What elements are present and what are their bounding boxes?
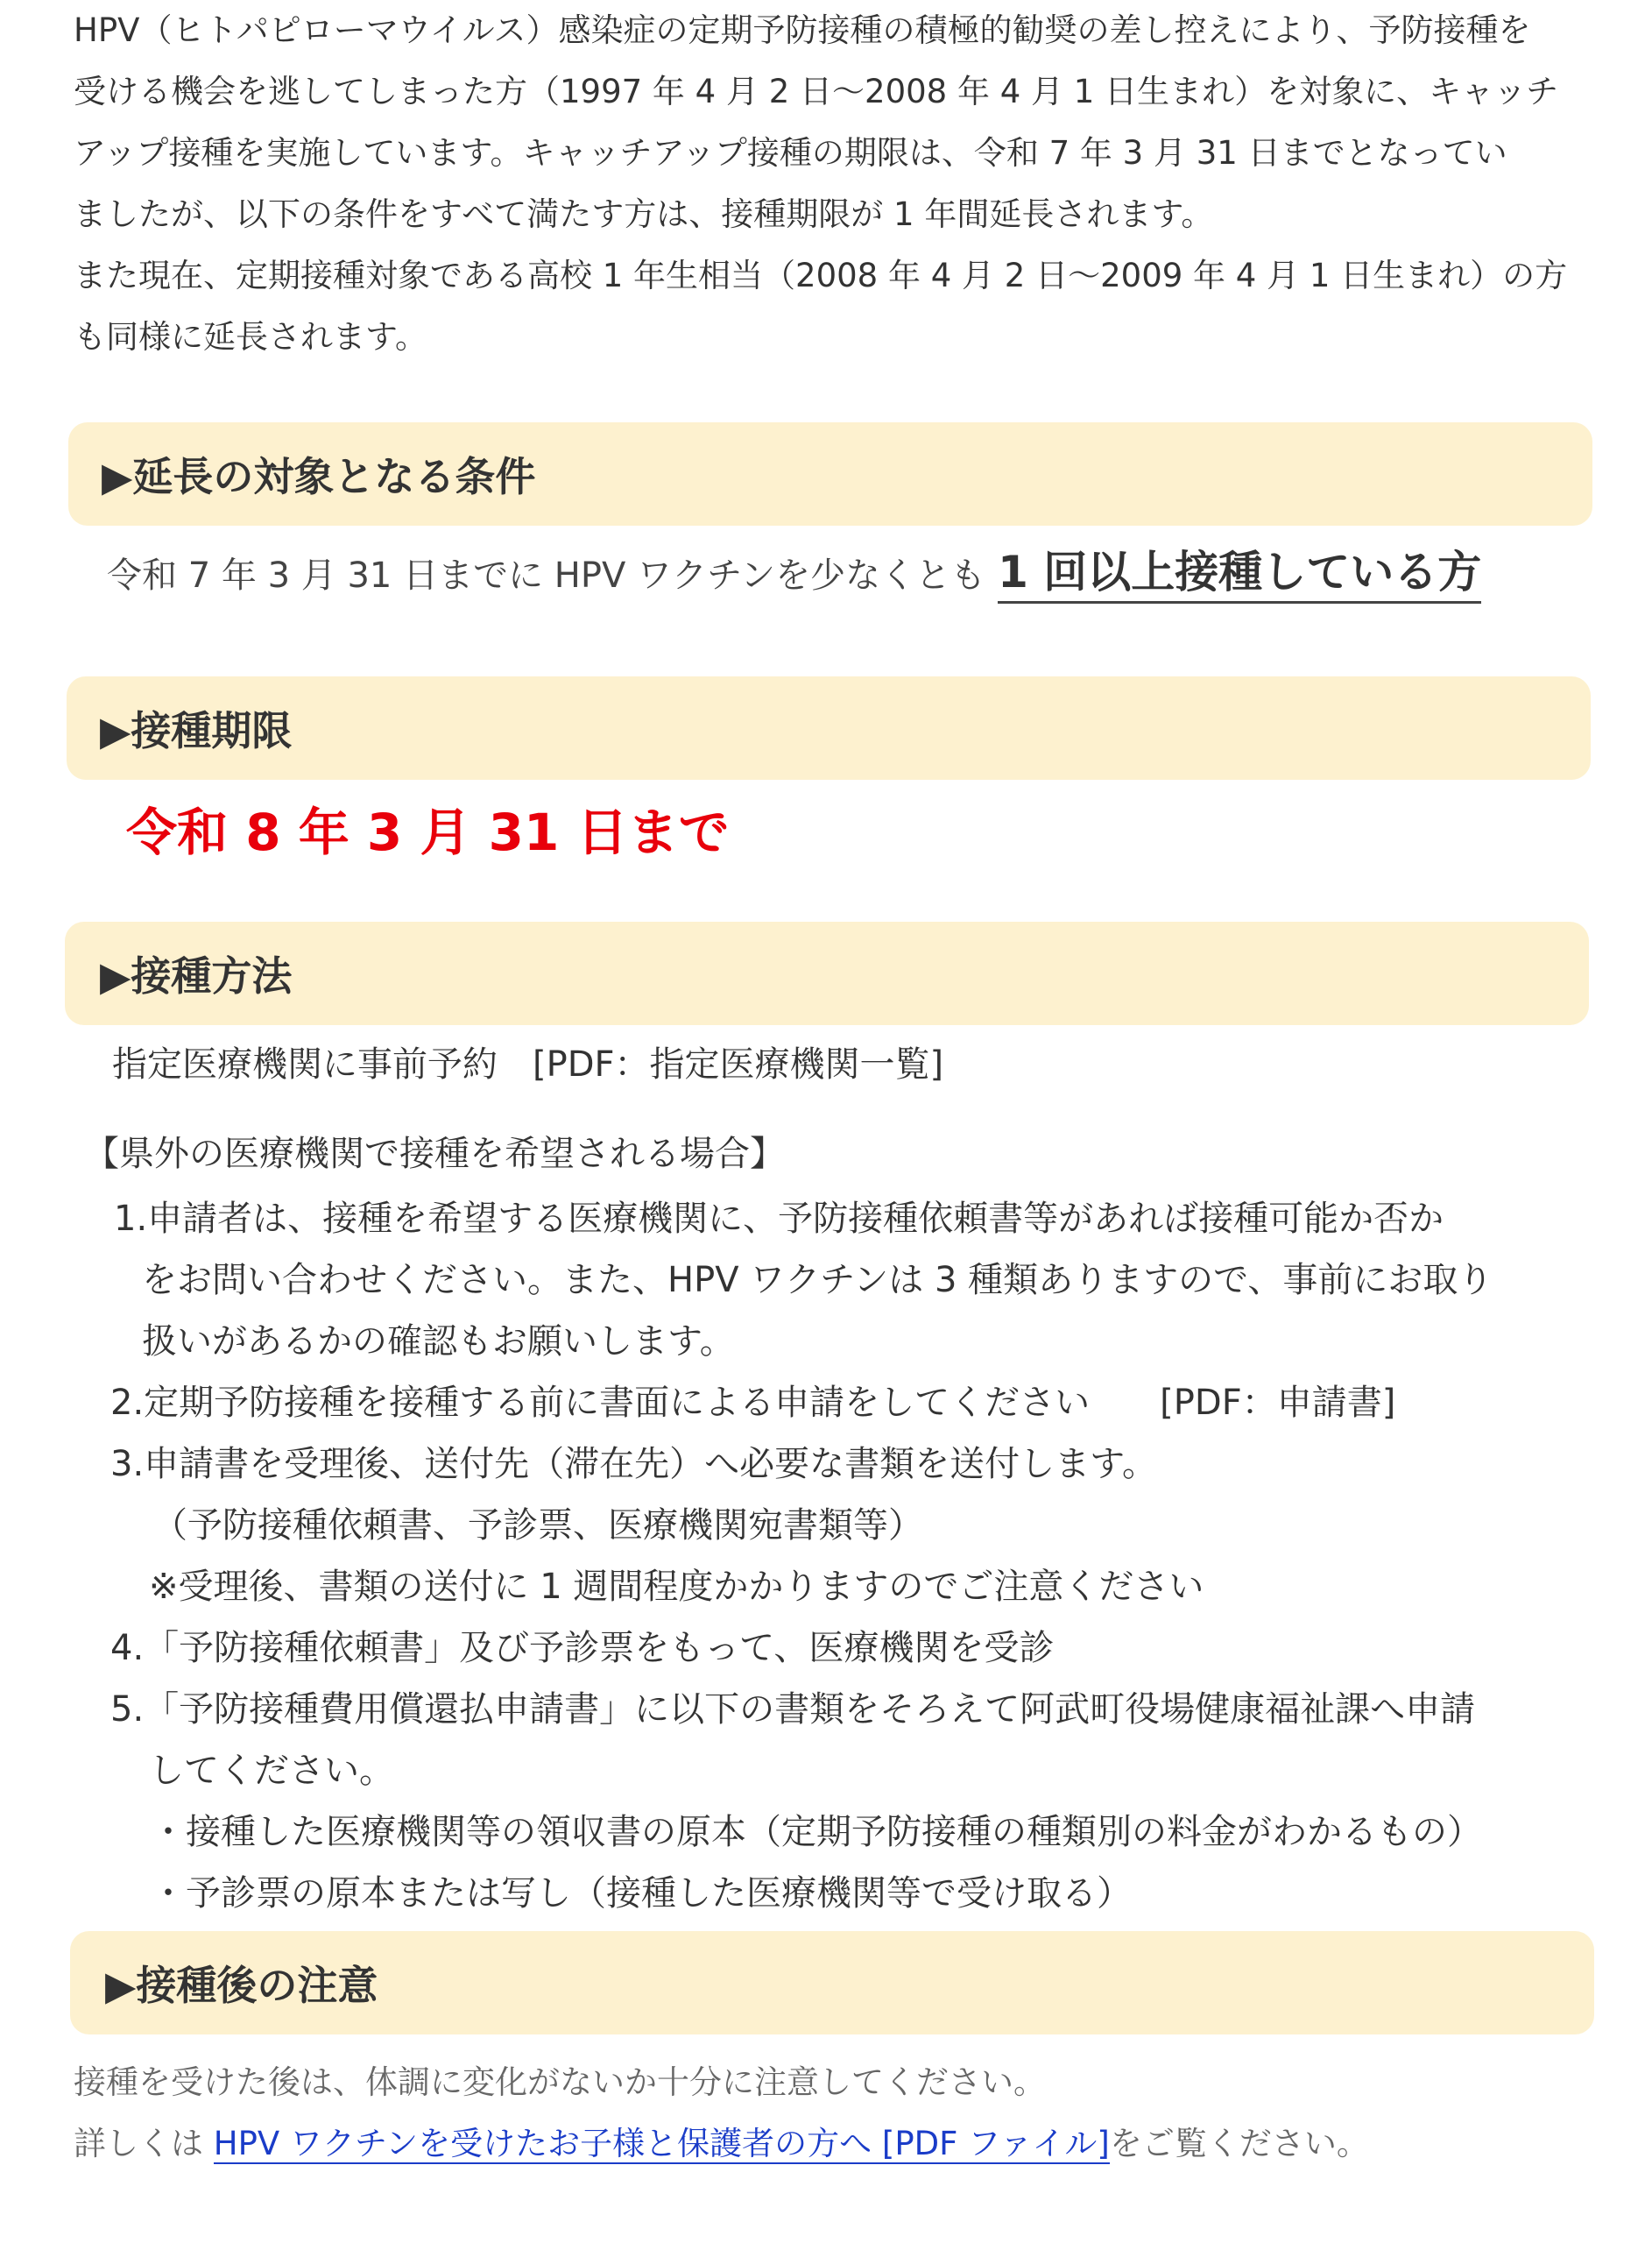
intro-line: HPV（ヒトパピローマウイルス）感染症の定期予防接種の積極的勧奨の差し控えにより、予防接種を xyxy=(74,11,1531,49)
section-heading-conditions xyxy=(68,422,1592,526)
conditions-text xyxy=(107,541,1481,606)
method-step-5b: してください。 xyxy=(149,1751,394,1791)
after-text-1: 接種を受けた後は、体調に変化がないか十分に注意してください。 xyxy=(74,2063,1046,2101)
intro-line: また現在、定期接種対象である高校 1 年生相当（2008 年 4 月 2 日〜2009 年 4 月 1 日生まれ）の方 xyxy=(74,257,1568,294)
intro-line: 受ける機会を逃してしまった方（1997 年 4 月 2 日〜2008 年 4 月 1 日生まれ）を対象に、キャッチ xyxy=(74,73,1559,110)
section-heading-label: ▶接種方法 xyxy=(100,952,293,1000)
method-step-1c: 扱いがあるかの確認もお願いします。 xyxy=(142,1321,735,1362)
after-text-2 xyxy=(74,2113,1369,2175)
section-heading-label: ▶接種後の注意 xyxy=(105,1962,378,2009)
method-step-5-bullet-1: ・接種した医療機関等の領収書の原本（定期予防接種の種類別の料金がわかるもの） xyxy=(151,1812,1482,1852)
method-step-3a: 3.申請書を受理後、送付先（滞在先）へ必要な書類を送付します。 xyxy=(110,1444,1157,1484)
deadline-value: 令和 8 年 3 月 31 日まで xyxy=(126,803,730,862)
method-step-5-bullet-2: ・予診票の原本または写し（接種した医療機関等で受け取る） xyxy=(151,1873,1132,1914)
intro-line: も同様に延長されます。 xyxy=(74,318,428,356)
after-text-prefix: 詳しくは xyxy=(74,2125,214,2162)
intro-line: ましたが、以下の条件をすべて満たす方は、接種期限が 1 年間延長されます。 xyxy=(74,195,1214,233)
section-heading-method xyxy=(65,922,1589,1025)
method-step-3c: ※受理後、書類の送付に 1 週間程度かかりますのでご注意ください xyxy=(149,1567,1204,1607)
method-step-3b: （予防接種依頼書、予診票、医療機関宛書類等） xyxy=(152,1505,923,1546)
intro-paragraph xyxy=(74,0,1580,368)
method-step-1a: 1.申請者は、接種を希望する医療機関に、予防接種依頼書等があれば接種可能か否か xyxy=(114,1199,1444,1239)
method-step-5a: 5.「予防接種費用償還払申請書」に以下の書類をそろえて阿武町役場健康福祉課へ申請 xyxy=(110,1689,1476,1730)
section-heading-label: ▶延長の対象となる条件 xyxy=(102,453,536,500)
section-heading-deadline xyxy=(67,676,1591,780)
method-step-1b: をお問い合わせください。また、HPV ワクチンは 3 種類ありますので、事前にお取り xyxy=(142,1260,1493,1300)
method-step-2: 2.定期予防接種を接種する前に書面による申請をしてください [PDF：申請書] xyxy=(110,1383,1396,1423)
after-text-suffix: をご覧ください。 xyxy=(1109,2125,1369,2162)
hpv-guide-pdf-link[interactable]: HPV ワクチンを受けたお子様と保護者の方へ [PDF ファイル] xyxy=(213,2125,1110,2162)
method-step-4: 4.「予防接種依頼書」及び予診票をもって、医療機関を受診 xyxy=(110,1628,1055,1668)
conditions-plain: 令和 7 年 3 月 31 日までに HPV ワクチンを少なくとも xyxy=(107,555,986,596)
reservation-text: 指定医療機関に事前予約 [PDF：指定医療機関一覧] xyxy=(112,1044,944,1085)
method-reservation xyxy=(112,1034,943,1095)
section-heading-after xyxy=(70,1931,1594,2034)
intro-line: アップ接種を実施しています。キャッチアップ接種の期限は、令和 7 年 3 月 31 日までとなってい xyxy=(74,134,1507,172)
conditions-strong: 1 回以上接種している方 xyxy=(998,547,1481,604)
section-heading-label: ▶接種期限 xyxy=(100,707,293,754)
method-outside-title: 【県外の医療機関で接種を希望される場合】 xyxy=(84,1134,785,1174)
